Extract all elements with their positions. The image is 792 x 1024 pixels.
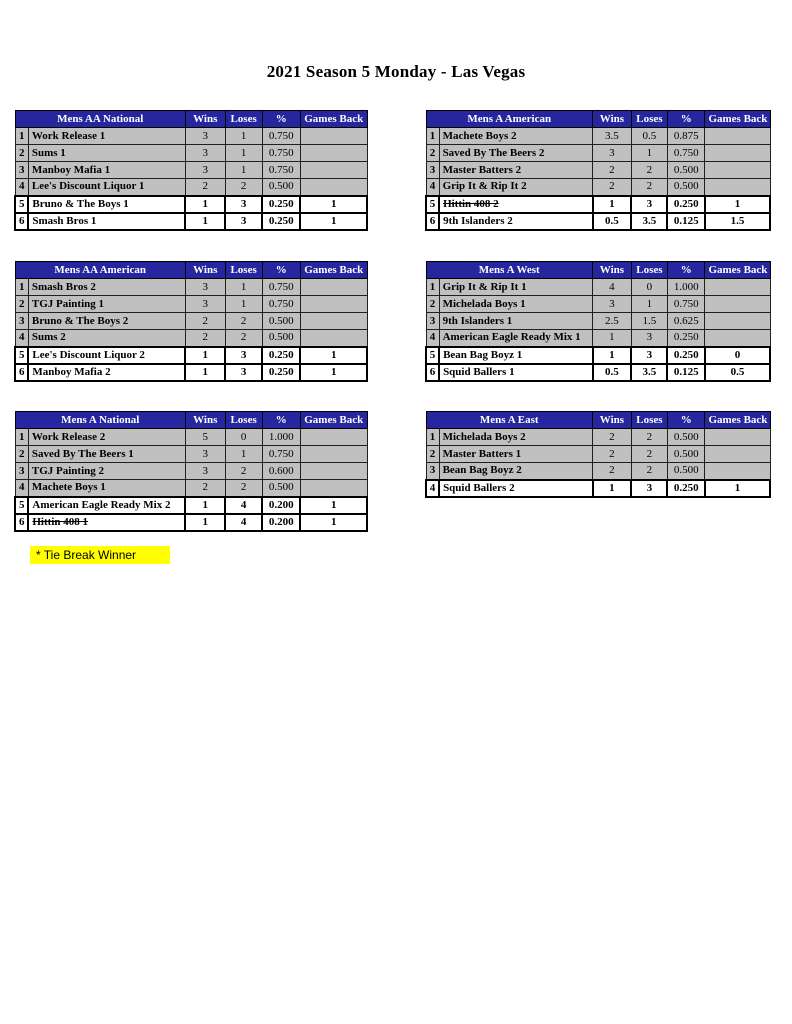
column-header-pct: %	[667, 111, 704, 128]
team-name-cell: Sums 2	[28, 330, 185, 347]
wins-cell: 1	[185, 514, 225, 531]
pct-cell: 0.750	[262, 296, 300, 313]
wins-cell: 1	[185, 364, 225, 381]
column-header-wins: Wins	[593, 412, 632, 429]
column-header-games-back: Games Back	[300, 412, 367, 429]
standings-table-mens-a-national	[14, 411, 368, 532]
column-header-wins: Wins	[185, 412, 225, 429]
wins-cell: 0.5	[593, 364, 632, 381]
pct-cell: 0.125	[667, 364, 704, 381]
column-header-pct: %	[262, 111, 300, 128]
wins-cell: 3.5	[593, 128, 632, 145]
team-row	[426, 313, 770, 330]
loses-cell: 1	[631, 145, 667, 162]
games-back-cell	[705, 296, 770, 313]
team-row	[15, 514, 367, 531]
pct-cell: 0.125	[667, 213, 704, 230]
pct-cell: 0.500	[262, 330, 300, 347]
division-title: Mens A American	[426, 111, 593, 128]
team-row	[426, 463, 770, 480]
header-row	[426, 262, 770, 279]
team-name-cell: Smash Bros 2	[28, 279, 185, 296]
games-back-cell	[300, 330, 367, 347]
pct-cell: 0.750	[262, 279, 300, 296]
team-name-cell: Grip It & Rip It 1	[439, 279, 592, 296]
team-row	[426, 213, 770, 230]
team-row	[426, 128, 770, 145]
loses-cell: 1	[225, 145, 262, 162]
column-header-games-back: Games Back	[705, 111, 770, 128]
rank-cell: 4	[426, 480, 439, 497]
team-row	[15, 480, 367, 497]
team-row	[426, 279, 770, 296]
column-header-loses: Loses	[225, 111, 262, 128]
pct-cell: 0.500	[667, 463, 704, 480]
wins-cell: 3	[185, 128, 225, 145]
team-name-cell: Master Batters 1	[439, 446, 592, 463]
games-back-cell: 0.5	[705, 364, 770, 381]
team-name-cell: Bean Bag Boyz 1	[439, 347, 592, 364]
rank-cell: 3	[15, 463, 28, 480]
standings-table	[425, 411, 771, 498]
rank-cell: 1	[426, 128, 439, 145]
games-back-cell: 1	[300, 514, 367, 531]
games-back-cell	[300, 463, 367, 480]
games-back-cell	[705, 128, 770, 145]
column-header-games-back: Games Back	[705, 412, 770, 429]
division-title: Mens AA American	[15, 262, 185, 279]
division-title: Mens A National	[15, 412, 185, 429]
rank-cell: 6	[426, 364, 439, 381]
pct-cell: 0.500	[262, 480, 300, 497]
games-back-cell: 1	[300, 196, 367, 213]
pct-cell: 0.750	[262, 446, 300, 463]
pct-cell: 0.500	[262, 179, 300, 196]
rank-cell: 4	[15, 179, 28, 196]
wins-cell: 1	[593, 347, 632, 364]
team-name-cell: Michelada Boys 1	[439, 296, 592, 313]
loses-cell: 1	[225, 296, 262, 313]
team-row	[15, 364, 367, 381]
team-row	[15, 330, 367, 347]
team-row	[15, 313, 367, 330]
team-name-cell: American Eagle Ready Mix 1	[439, 330, 592, 347]
wins-cell: 1	[593, 196, 632, 213]
team-row	[15, 497, 367, 514]
team-name-cell: 9th Islanders 2	[439, 213, 592, 230]
team-name-cell: Smash Bros 1	[28, 213, 185, 230]
team-row	[15, 279, 367, 296]
team-row	[15, 429, 367, 446]
loses-cell: 4	[225, 497, 262, 514]
wins-cell: 2.5	[593, 313, 632, 330]
team-row	[426, 446, 770, 463]
team-row	[426, 296, 770, 313]
team-name-cell: Machete Boys 1	[28, 480, 185, 497]
pct-cell: 0.750	[262, 128, 300, 145]
games-back-cell	[705, 446, 770, 463]
wins-cell: 2	[185, 330, 225, 347]
column-header-loses: Loses	[631, 412, 667, 429]
rank-cell: 2	[426, 145, 439, 162]
wins-cell: 2	[593, 162, 632, 179]
rank-cell: 1	[15, 429, 28, 446]
games-back-cell	[705, 330, 770, 347]
rank-cell: 1	[426, 279, 439, 296]
loses-cell: 3	[225, 213, 262, 230]
loses-cell: 2	[225, 480, 262, 497]
loses-cell: 3	[631, 480, 667, 497]
column-header-games-back: Games Back	[300, 111, 367, 128]
loses-cell: 3	[225, 364, 262, 381]
team-name-cell: Saved By The Beers 2	[439, 145, 592, 162]
team-row	[426, 330, 770, 347]
header-row	[426, 412, 770, 429]
team-row	[15, 145, 367, 162]
games-back-cell	[300, 480, 367, 497]
loses-cell: 3	[631, 330, 667, 347]
team-row	[15, 162, 367, 179]
rank-cell: 3	[426, 313, 439, 330]
standings-table	[425, 261, 771, 382]
team-row	[15, 128, 367, 145]
pct-cell: 0.750	[262, 145, 300, 162]
loses-cell: 3	[225, 347, 262, 364]
team-name-cell: Sums 1	[28, 145, 185, 162]
team-row	[426, 179, 770, 196]
division-title: Mens AA National	[15, 111, 185, 128]
team-row	[426, 145, 770, 162]
loses-cell: 3	[631, 347, 667, 364]
team-name-cell: Michelada Boys 2	[439, 429, 592, 446]
games-back-cell	[300, 145, 367, 162]
loses-cell: 2	[225, 330, 262, 347]
games-back-cell	[300, 128, 367, 145]
loses-cell: 0.5	[631, 128, 667, 145]
team-name-cell: Saved By The Beers 1	[28, 446, 185, 463]
team-name-cell: Lee's Discount Liquor 1	[28, 179, 185, 196]
rank-cell: 1	[426, 429, 439, 446]
loses-cell: 1	[225, 279, 262, 296]
standings-table-mens-aa-national	[14, 110, 368, 231]
header-row	[426, 111, 770, 128]
loses-cell: 1	[631, 296, 667, 313]
rank-cell: 6	[15, 213, 28, 230]
wins-cell: 1	[185, 497, 225, 514]
wins-cell: 3	[593, 145, 632, 162]
pct-cell: 0.875	[667, 128, 704, 145]
rank-cell: 1	[15, 128, 28, 145]
team-name-cell: Hittin 408 2	[439, 196, 592, 213]
team-name-cell: Grip It & Rip It 2	[439, 179, 592, 196]
pct-cell: 0.200	[262, 514, 300, 531]
header-row	[15, 111, 367, 128]
header-row	[15, 412, 367, 429]
team-name-cell: Manboy Mafia 1	[28, 162, 185, 179]
team-name-cell: Squid Ballers 1	[439, 364, 592, 381]
wins-cell: 2	[185, 179, 225, 196]
column-header-pct: %	[667, 412, 704, 429]
team-name-cell: Machete Boys 2	[439, 128, 592, 145]
wins-cell: 1	[593, 330, 632, 347]
pct-cell: 1.000	[667, 279, 704, 296]
loses-cell: 0	[225, 429, 262, 446]
loses-cell: 0	[631, 279, 667, 296]
wins-cell: 2	[185, 313, 225, 330]
games-back-cell: 1	[705, 480, 770, 497]
loses-cell: 1	[225, 446, 262, 463]
wins-cell: 2	[185, 480, 225, 497]
team-name-cell: TGJ Painting 2	[28, 463, 185, 480]
pct-cell: 0.250	[667, 480, 704, 497]
wins-cell: 3	[185, 279, 225, 296]
team-name-cell: Manboy Mafia 2	[28, 364, 185, 381]
team-name-cell: Master Batters 2	[439, 162, 592, 179]
rank-cell: 4	[426, 179, 439, 196]
rank-cell: 3	[426, 162, 439, 179]
standings-table-mens-a-american	[425, 110, 771, 231]
team-row	[426, 162, 770, 179]
rank-cell: 6	[426, 213, 439, 230]
column-header-wins: Wins	[185, 111, 225, 128]
games-back-cell: 1	[300, 213, 367, 230]
games-back-cell	[300, 162, 367, 179]
games-back-cell: 1	[300, 497, 367, 514]
wins-cell: 2	[593, 179, 632, 196]
rank-cell: 4	[15, 330, 28, 347]
rank-cell: 3	[426, 463, 439, 480]
wins-cell: 0.5	[593, 213, 632, 230]
games-back-cell	[300, 313, 367, 330]
team-row	[15, 446, 367, 463]
loses-cell: 1	[225, 162, 262, 179]
rank-cell: 2	[426, 296, 439, 313]
team-row	[15, 213, 367, 230]
column-header-loses: Loses	[631, 262, 667, 279]
rank-cell: 2	[15, 145, 28, 162]
team-row	[15, 296, 367, 313]
rank-cell: 5	[15, 196, 28, 213]
wins-cell: 5	[185, 429, 225, 446]
wins-cell: 3	[185, 162, 225, 179]
games-back-cell: 1	[705, 196, 770, 213]
pct-cell: 0.250	[667, 347, 704, 364]
games-back-cell	[300, 446, 367, 463]
standings-table-mens-a-west	[425, 261, 771, 382]
tie-break-note: * Tie Break Winner	[30, 546, 170, 564]
standings-table-mens-a-east	[425, 411, 771, 498]
team-row	[15, 347, 367, 364]
rank-cell: 4	[426, 330, 439, 347]
rank-cell: 3	[15, 162, 28, 179]
standings-table	[425, 110, 771, 231]
rank-cell: 1	[15, 279, 28, 296]
pct-cell: 0.500	[667, 446, 704, 463]
column-header-games-back: Games Back	[705, 262, 770, 279]
wins-cell: 3	[593, 296, 632, 313]
wins-cell: 2	[593, 429, 632, 446]
column-header-loses: Loses	[225, 412, 262, 429]
column-header-wins: Wins	[593, 111, 632, 128]
loses-cell: 2	[631, 463, 667, 480]
column-header-wins: Wins	[185, 262, 225, 279]
games-back-cell	[705, 179, 770, 196]
games-back-cell: 1	[300, 347, 367, 364]
wins-cell: 2	[593, 446, 632, 463]
division-title: Mens A West	[426, 262, 593, 279]
team-name-cell: Bruno & The Boys 2	[28, 313, 185, 330]
games-back-cell: 1	[300, 364, 367, 381]
loses-cell: 2	[225, 313, 262, 330]
loses-cell: 3	[631, 196, 667, 213]
team-name-cell: Work Release 2	[28, 429, 185, 446]
loses-cell: 3.5	[631, 364, 667, 381]
wins-cell: 3	[185, 463, 225, 480]
pct-cell: 0.500	[667, 429, 704, 446]
wins-cell: 1	[593, 480, 632, 497]
pct-cell: 0.250	[262, 347, 300, 364]
pct-cell: 0.750	[262, 162, 300, 179]
loses-cell: 2	[631, 179, 667, 196]
standings-table	[14, 261, 368, 382]
games-back-cell	[705, 463, 770, 480]
rank-cell: 6	[15, 514, 28, 531]
column-header-loses: Loses	[225, 262, 262, 279]
standings-table-mens-aa-american	[14, 261, 368, 382]
team-row	[426, 480, 770, 497]
pct-cell: 0.500	[262, 313, 300, 330]
pct-cell: 0.750	[667, 296, 704, 313]
rank-cell: 5	[426, 347, 439, 364]
team-name-cell: 9th Islanders 1	[439, 313, 592, 330]
team-name-cell: Hittin 408 1	[28, 514, 185, 531]
column-header-games-back: Games Back	[300, 262, 367, 279]
rank-cell: 5	[15, 347, 28, 364]
pct-cell: 0.600	[262, 463, 300, 480]
division-title: Mens A East	[426, 412, 593, 429]
games-back-cell	[705, 313, 770, 330]
pct-cell: 0.500	[667, 179, 704, 196]
games-back-cell: 1.5	[705, 213, 770, 230]
games-back-cell	[300, 179, 367, 196]
loses-cell: 2	[225, 463, 262, 480]
wins-cell: 3	[185, 446, 225, 463]
standings-table	[14, 110, 368, 231]
team-name-cell: Bean Bag Boyz 2	[439, 463, 592, 480]
rank-cell: 6	[15, 364, 28, 381]
team-row	[426, 364, 770, 381]
rank-cell: 2	[15, 296, 28, 313]
loses-cell: 1.5	[631, 313, 667, 330]
wins-cell: 1	[185, 196, 225, 213]
games-back-cell	[300, 429, 367, 446]
team-name-cell: Work Release 1	[28, 128, 185, 145]
wins-cell: 2	[593, 463, 632, 480]
team-name-cell: Lee's Discount Liquor 2	[28, 347, 185, 364]
team-row	[426, 196, 770, 213]
loses-cell: 2	[631, 162, 667, 179]
team-row	[15, 196, 367, 213]
wins-cell: 1	[185, 347, 225, 364]
loses-cell: 4	[225, 514, 262, 531]
column-header-pct: %	[262, 262, 300, 279]
column-header-wins: Wins	[593, 262, 632, 279]
wins-cell: 1	[185, 213, 225, 230]
standings-table	[14, 411, 368, 532]
rank-cell: 2	[426, 446, 439, 463]
team-name-cell: American Eagle Ready Mix 2	[28, 497, 185, 514]
pct-cell: 0.500	[667, 162, 704, 179]
loses-cell: 2	[631, 429, 667, 446]
games-back-cell	[705, 429, 770, 446]
loses-cell: 2	[631, 446, 667, 463]
rank-cell: 4	[15, 480, 28, 497]
pct-cell: 0.250	[262, 196, 300, 213]
loses-cell: 2	[225, 179, 262, 196]
games-back-cell	[300, 296, 367, 313]
team-row	[15, 179, 367, 196]
wins-cell: 3	[185, 145, 225, 162]
page-title: 2021 Season 5 Monday - Las Vegas	[266, 62, 526, 81]
wins-cell: 4	[593, 279, 632, 296]
column-header-loses: Loses	[631, 111, 667, 128]
loses-cell: 3	[225, 196, 262, 213]
team-row	[426, 429, 770, 446]
games-back-cell: 0	[705, 347, 770, 364]
games-back-cell	[705, 279, 770, 296]
games-back-cell	[705, 162, 770, 179]
loses-cell: 3.5	[631, 213, 667, 230]
rank-cell: 3	[15, 313, 28, 330]
rank-cell: 5	[426, 196, 439, 213]
team-row	[426, 347, 770, 364]
pct-cell: 1.000	[262, 429, 300, 446]
pct-cell: 0.200	[262, 497, 300, 514]
team-row	[15, 463, 367, 480]
games-back-cell	[705, 145, 770, 162]
column-header-pct: %	[262, 412, 300, 429]
header-row	[15, 262, 367, 279]
column-header-pct: %	[667, 262, 704, 279]
wins-cell: 3	[185, 296, 225, 313]
team-name-cell: Bruno & The Boys 1	[28, 196, 185, 213]
rank-cell: 5	[15, 497, 28, 514]
team-name-cell: Squid Ballers 2	[439, 480, 592, 497]
games-back-cell	[300, 279, 367, 296]
pct-cell: 0.250	[262, 213, 300, 230]
pct-cell: 0.625	[667, 313, 704, 330]
loses-cell: 1	[225, 128, 262, 145]
rank-cell: 2	[15, 446, 28, 463]
pct-cell: 0.250	[667, 330, 704, 347]
team-name-cell: TGJ Painting 1	[28, 296, 185, 313]
pct-cell: 0.750	[667, 145, 704, 162]
pct-cell: 0.250	[667, 196, 704, 213]
pct-cell: 0.250	[262, 364, 300, 381]
